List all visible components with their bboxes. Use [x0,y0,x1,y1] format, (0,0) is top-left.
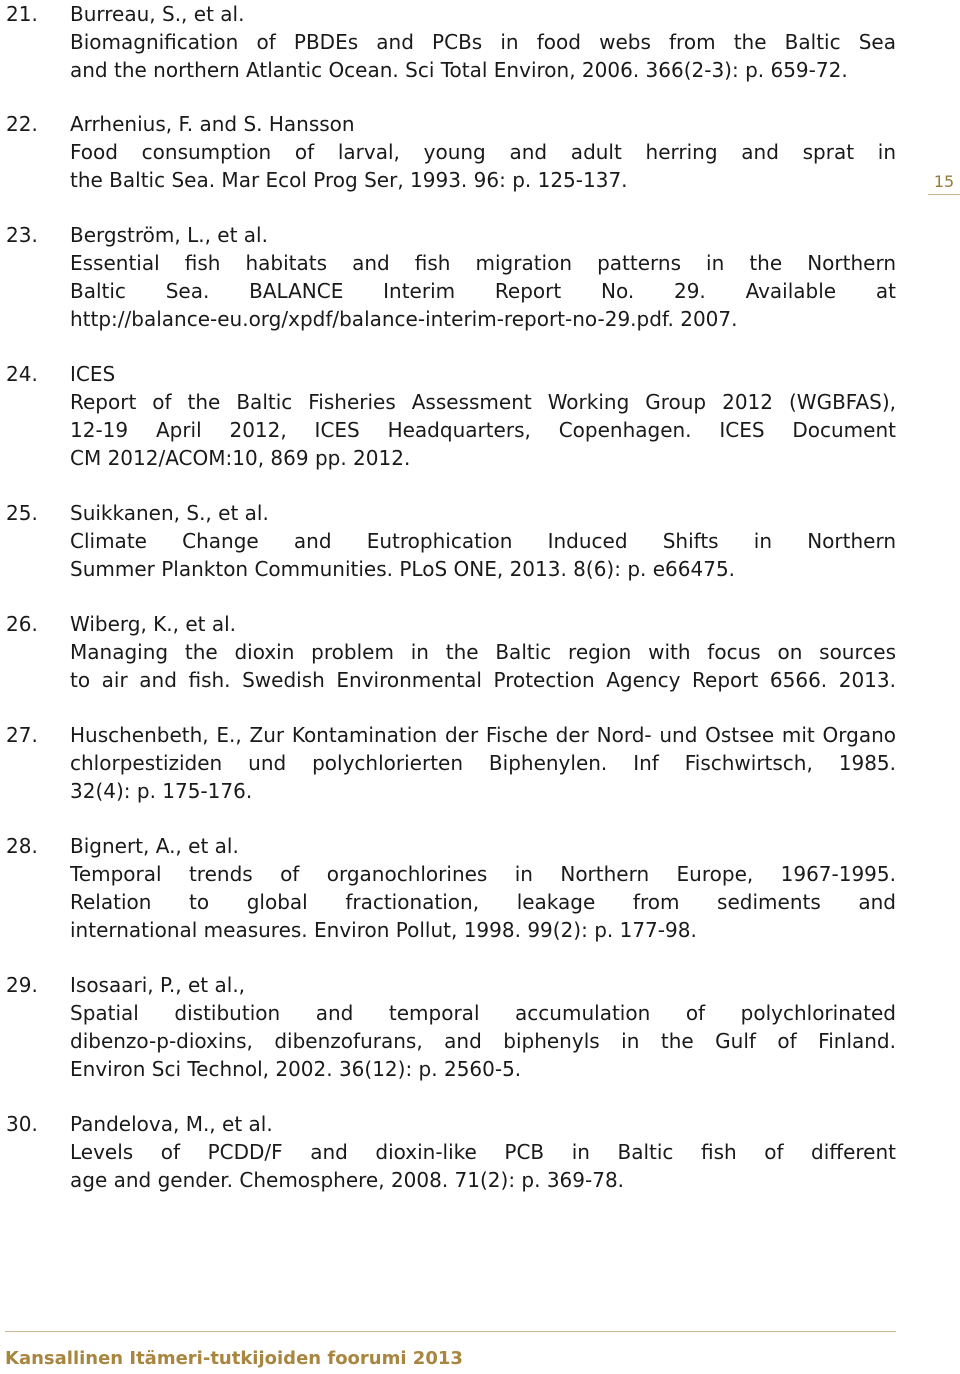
reference-line: Managing the dioxin problem in the Baltic region with focus on sources [70,640,896,664]
reference-line: ICES [70,362,116,386]
reference-line: Baltic Sea. BALANCE Interim Report No. 29. Available at [70,279,896,303]
reference-line: dibenzo-p-dioxins, dibenzofurans, and biphenyls in the Gulf of Finland. [70,1029,896,1053]
reference-line: CM 2012/ACOM:10, 869 pp. 2012. [70,446,411,470]
reference-line: age and gender. Chemosphere, 2008. 71(2): p. 369-78. [70,1168,625,1192]
reference-number: 23. [6,223,38,247]
reference-line: Arrhenius, F. and S. Hansson [70,112,355,136]
reference-number: 22. [6,112,38,136]
reference-line: Bignert, A., et al. [70,834,239,858]
reference-line: Environ Sci Technol, 2002. 36(12): p. 2560-5. [70,1057,522,1081]
reference-number: 28. [6,834,38,858]
reference-line: Report of the Baltic Fisheries Assessment Working Group 2012 (WGBFAS), [70,390,896,414]
reference-line: Isosaari, P., et al., [70,973,246,997]
reference-line: Bergström, L., et al. [70,223,268,247]
reference-line: the Baltic Sea. Mar Ecol Prog Ser, 1993. 96: p. 125-137. [70,168,628,192]
reference-line: 32(4): p. 175-176. [70,779,253,803]
page-number: 15 [928,172,960,195]
reference-number: 30. [6,1112,38,1136]
reference-line: Huschenbeth, E., Zur Kontamination der Fische der Nord- und Ostsee mit Organo [70,723,896,747]
reference-line: Relation to global fractionation, leakage from sediments and [70,890,896,914]
reference-number: 21. [6,2,38,26]
reference-line: Levels of PCDD/F and dioxin-like PCB in Baltic fish of different [70,1140,896,1164]
reference-line: http://balance-eu.org/xpdf/balance-interim-report-no-29.pdf. 2007. [70,307,738,331]
reference-line: Essential fish habitats and fish migration patterns in the Northern [70,251,896,275]
reference-line: Climate Change and Eutrophication Induced Shifts in Northern [70,529,896,553]
reference-line: Spatial distibution and temporal accumulation of polychlorinated [70,1001,896,1025]
reference-number: 25. [6,501,38,525]
reference-line: chlorpestiziden und polychlorierten Biphenylen. Inf Fischwirtsch, 1985. [70,751,896,775]
reference-line: Suikkanen, S., et al. [70,501,269,525]
reference-line: Food consumption of larval, young and adult herring and sprat in [70,140,896,164]
reference-line: Wiberg, K., et al. [70,612,237,636]
reference-line: Summer Plankton Communities. PLoS ONE, 2013. 8(6): p. e66475. [70,557,736,581]
reference-line: Biomagnification of PBDEs and PCBs in food webs from the Baltic Sea [70,30,896,54]
reference-number: 27. [6,723,38,747]
reference-line: Burreau, S., et al. [70,2,245,26]
reference-number: 26. [6,612,38,636]
reference-number: 24. [6,362,38,386]
reference-line: 12-19 April 2012, ICES Headquarters, Copenhagen. ICES Document [70,418,896,442]
reference-line: international measures. Environ Pollut, 1998. 99(2): p. 177-98. [70,918,697,942]
reference-number: 29. [6,973,38,997]
reference-line: to air and fish. Swedish Environmental Protection Agency Report 6566. 2013. [70,668,896,692]
footer-divider [5,1331,896,1332]
footer-title: Kansallinen Itämeri-tutkijoiden foorumi 2013 [5,1348,463,1369]
reference-line: and the northern Atlantic Ocean. Sci Total Environ, 2006. 366(2-3): p. 659-72. [70,58,848,82]
reference-line: Pandelova, M., et al. [70,1112,273,1136]
reference-line: Temporal trends of organochlorines in Northern Europe, 1967-1995. [70,862,896,886]
